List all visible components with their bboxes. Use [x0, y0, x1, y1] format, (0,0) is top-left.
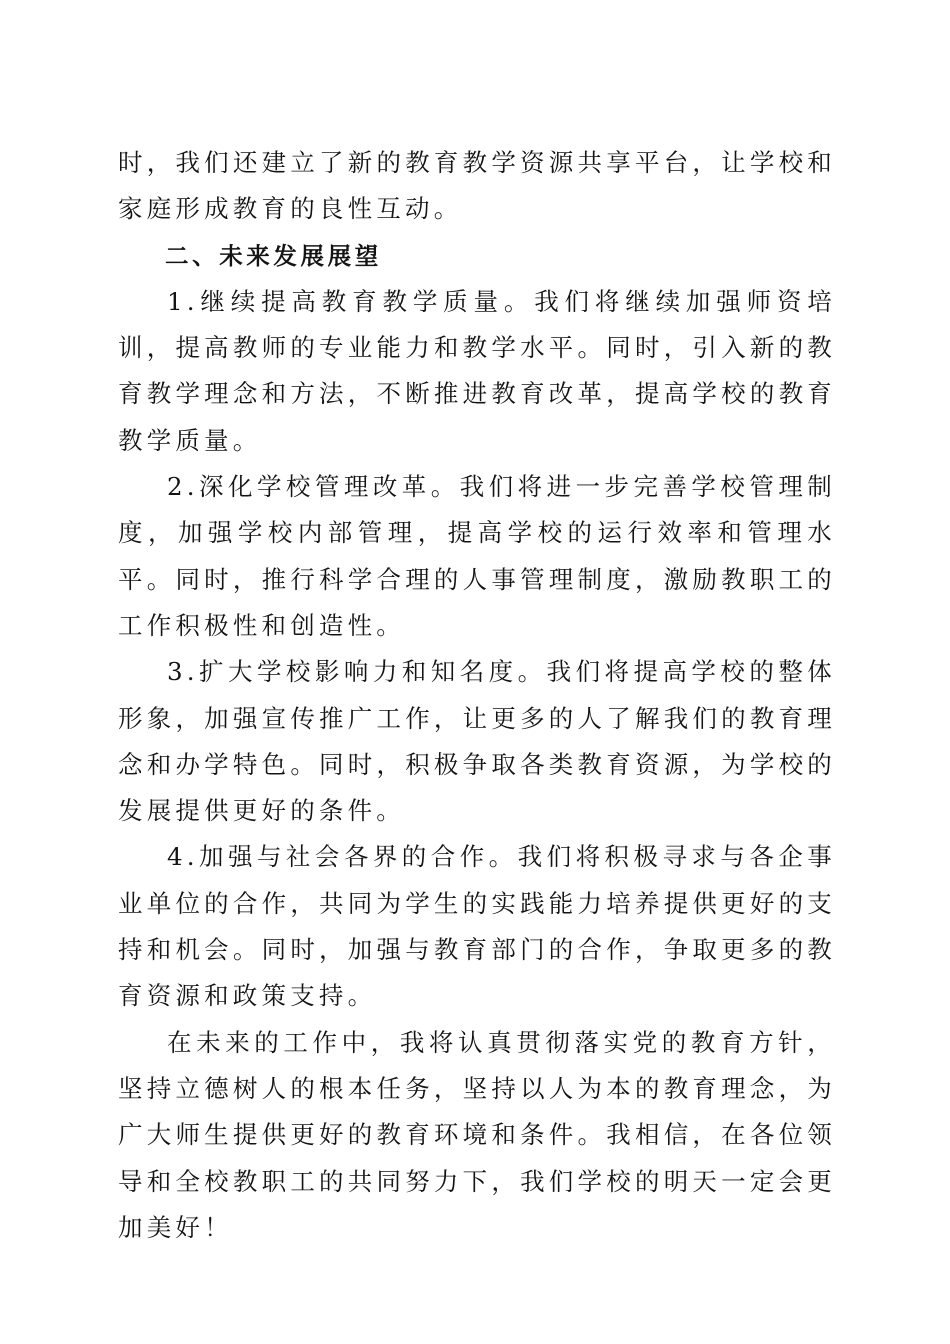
item-paragraph-2: 2.深化学校管理改革。我们将进一步完善学校管理制度，加强学校内部管理，提高学校的运行效率和管理水平。同时，推行科学合理的人事管理制度，激励教职工的工作积极性和创造性。: [118, 472, 836, 640]
item-paragraph-3: 3.扩大学校影响力和知名度。我们将提高学校的整体形象，加强宣传推广工作，让更多的人了解我们的教育理念和办学特色。同时，积极争取各类教育资源，为学校的发展提供更好的条件。: [118, 657, 836, 826]
item-paragraph-1: 1.继续提高教育教学质量。我们将继续加强师资培训，提高教师的专业能力和教学水平。同时，引入新的教育教学理念和方法，不断推进教育改革，提高学校的教育教学质量。: [118, 286, 836, 455]
closing-paragraph: 在未来的工作中，我将认真贯彻落实党的教育方针，坚持立德树人的根本任务，坚持以人为本的教育理念，为广大师生提供更好的教育环境和条件。我相信，在各位领导和全校教职工的共同努力下，我们学校的明天一定会更加美好！: [118, 1027, 836, 1242]
section-heading: 二、未来发展展望: [165, 241, 382, 270]
document-body: [118, 140, 836, 1251]
item-paragraph-4: 4.加强与社会各界的合作。我们将积极寻求与各企事业单位的合作，共同为学生的实践能力培养提供更好的支持和机会。同时，加强与教育部门的合作，争取更多的教育资源和政策支持。: [118, 842, 836, 1011]
intro-continuation-paragraph: 时，我们还建立了新的教育教学资源共享平台，让学校和家庭形成教育的良性互动。: [118, 148, 836, 224]
